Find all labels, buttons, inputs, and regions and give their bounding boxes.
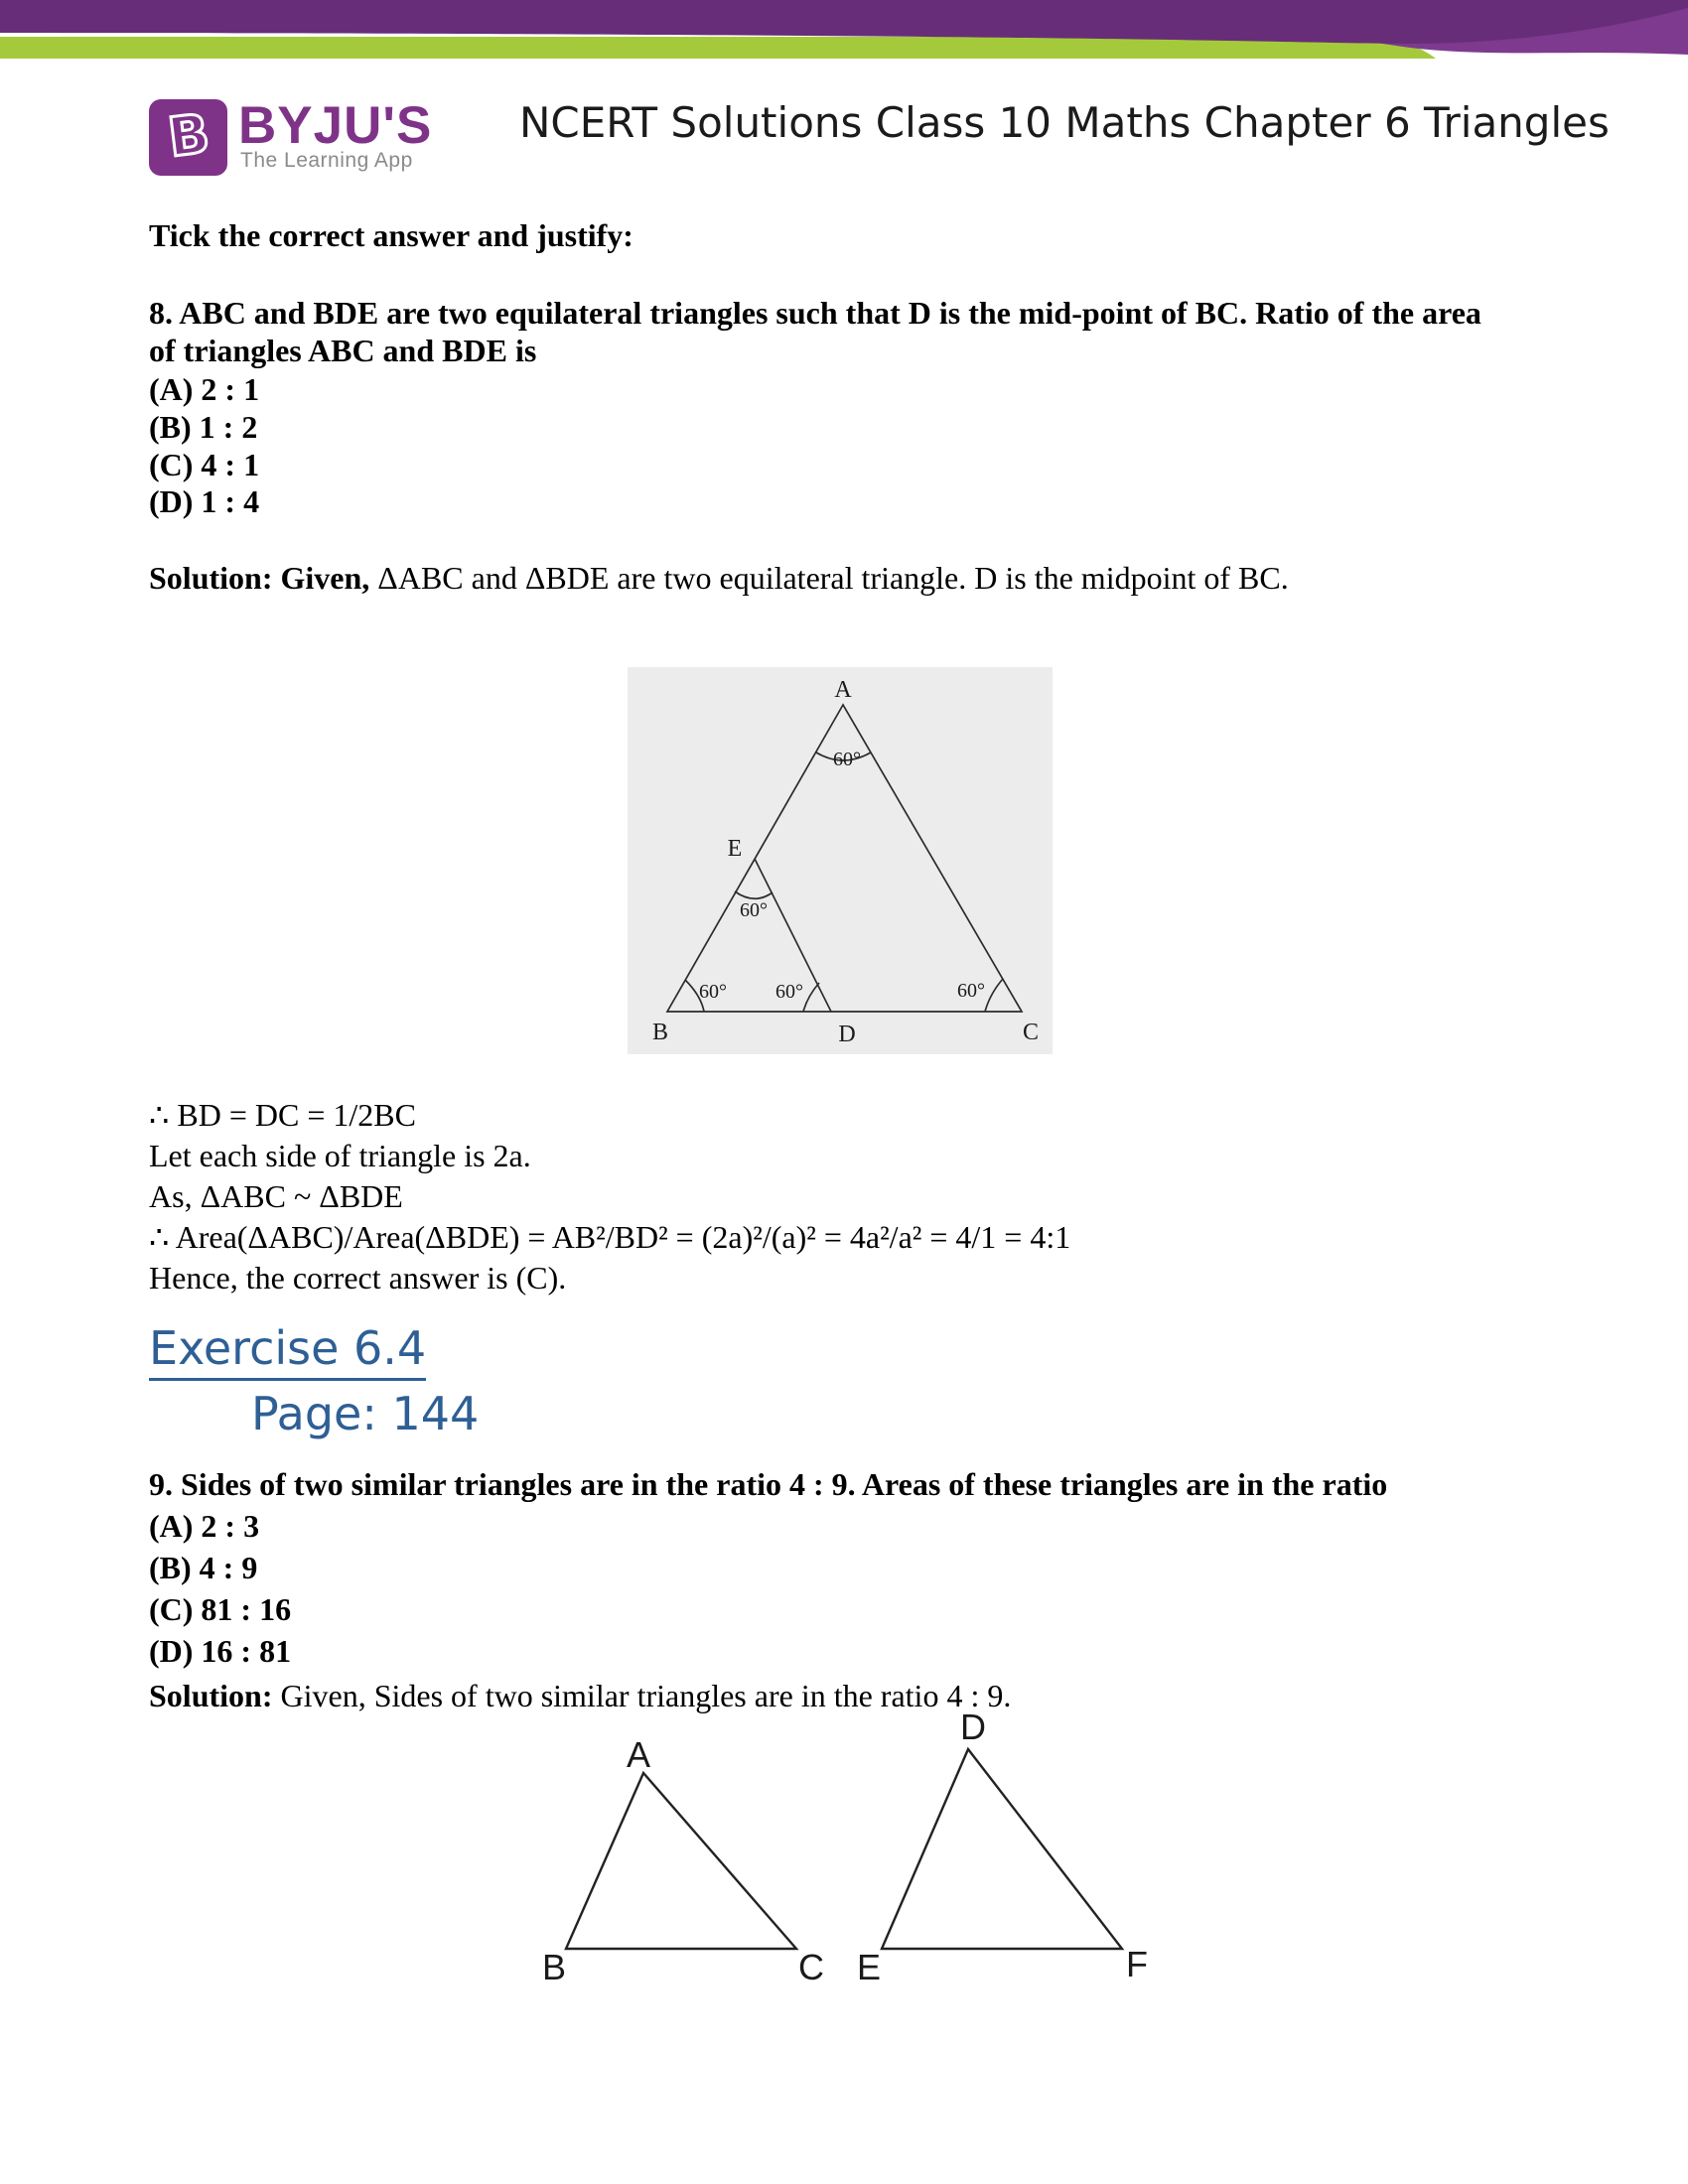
question9-solution-label: Solution: [149, 1678, 273, 1713]
vertex-label-d2: D [960, 1713, 986, 1747]
byjus-logo-icon [149, 99, 227, 176]
vertex-label-a2: A [626, 1734, 651, 1775]
byjus-tagline: The Learning App [240, 149, 413, 172]
exercise-heading[interactable] [149, 1321, 426, 1375]
vertex-label-b: B [651, 1020, 669, 1045]
byjus-b-glyph: B [164, 101, 212, 169]
angle-label-d: 60° [775, 981, 803, 1003]
figure-triangle-abc-bde [628, 667, 1053, 1054]
vertex-label-b2: B [541, 1947, 567, 1987]
solution8-line-5: Hence, the correct answer is (C). [149, 1260, 567, 1296]
question8-solution-text: ΔABC and ΔBDE are two equilateral triangle. D is the midpoint of BC. [369, 560, 1289, 596]
question8-option-b: (B) 1 : 2 [149, 409, 258, 445]
question8-line1: 8. ABC and BDE are two equilateral triangles such that D is the mid-point of BC. Ratio of the area [149, 295, 1481, 331]
question8-option-d: (D) 1 : 4 [149, 483, 260, 519]
vertex-label-e: E [727, 836, 743, 862]
question8-solution-label: Solution: Given, [149, 560, 370, 596]
angle-label-b: 60° [699, 981, 727, 1003]
solution8-line-4: ∴ Area(ΔABC)/Area(ΔBDE) = AB²/BD² = (2a)²/(a)² = 4a²/a² = 4/1 = 4:1 [149, 1219, 1071, 1255]
page-number-heading: Page: 144 [251, 1387, 480, 1440]
solution8-line-3: As, ΔABC ~ ΔBDE [149, 1178, 403, 1214]
header-banner [0, 0, 1688, 109]
triangle-abc2-outline [566, 1773, 796, 1949]
exercise-link-label[interactable]: Exercise 6.4 [149, 1321, 426, 1381]
question9-solution-text: Given, Sides of two similar triangles are in the ratio 4 : 9. [272, 1678, 1012, 1713]
vertex-label-e2: E [856, 1947, 882, 1987]
question9-solution-intro [149, 1677, 1011, 1714]
intro-heading: Tick the correct answer and justify: [149, 217, 633, 253]
figure1-background [628, 667, 1053, 1054]
vertex-label-c2: C [798, 1947, 824, 1987]
triangle-def-outline [882, 1749, 1122, 1949]
question9-option-d: (D) 16 : 81 [149, 1633, 292, 1669]
byjus-logo [149, 97, 487, 187]
angle-label-e: 60° [740, 899, 768, 921]
question9-option-c: (C) 81 : 16 [149, 1591, 292, 1627]
vertex-label-d: D [838, 1022, 856, 1047]
angle-label-c: 60° [957, 980, 985, 1002]
figure-similar-triangles-abc-def [485, 1713, 1170, 1991]
vertex-label-c: C [1022, 1020, 1040, 1045]
question8-option-c: (C) 4 : 1 [149, 447, 260, 482]
byjus-brand-name: BYJU'S [238, 96, 433, 155]
angle-label-a: 60° [833, 749, 861, 770]
vertex-label-f2: F [1126, 1944, 1148, 1984]
question8-solution-intro [149, 559, 1289, 597]
solution8-line-1: ∴ BD = DC = 1/2BC [149, 1097, 416, 1133]
question8-option-a: (A) 2 : 1 [149, 371, 260, 407]
question8-line2: of triangles ABC and BDE is [149, 333, 537, 368]
question9-option-b: (B) 4 : 9 [149, 1550, 258, 1585]
question9-option-a: (A) 2 : 3 [149, 1508, 260, 1544]
page-title: NCERT Solutions Class 10 Maths Chapter 6 Triangles [519, 98, 1610, 147]
solution8-line-2: Let each side of triangle is 2a. [149, 1138, 531, 1173]
vertex-label-a: A [834, 677, 852, 703]
question9-line1: 9. Sides of two similar triangles are in the ratio 4 : 9. Areas of these triangles are in the ratio [149, 1466, 1388, 1502]
